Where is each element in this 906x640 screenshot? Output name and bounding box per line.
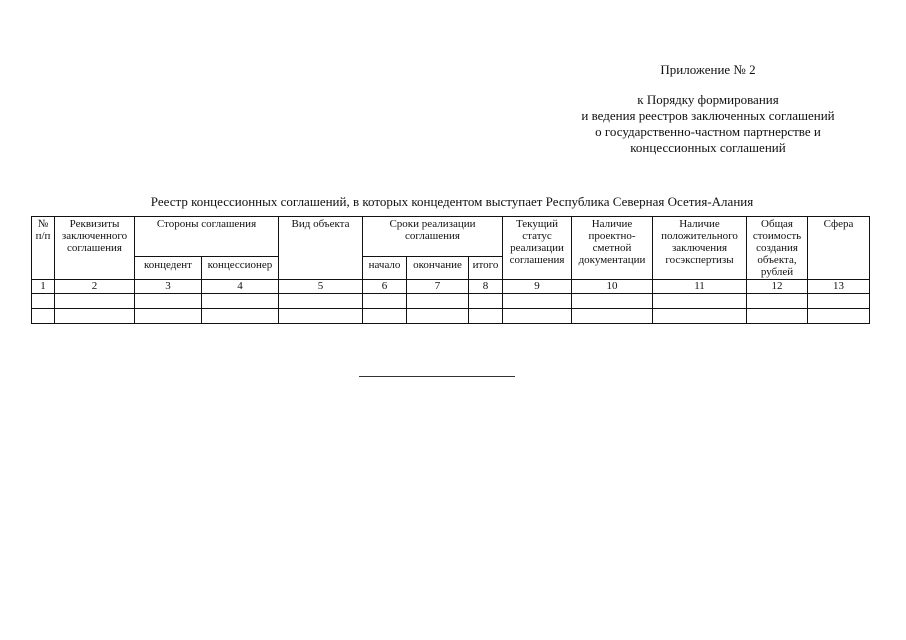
- header-status: Текущий статус реализации соглашения: [503, 217, 572, 280]
- table-cell: [55, 294, 135, 309]
- attachment-number: Приложение № 2: [660, 62, 756, 77]
- column-number: 7: [407, 280, 469, 294]
- header-object-type: Вид объекта: [279, 217, 363, 280]
- table-row: [32, 309, 870, 324]
- table-cell: [32, 309, 55, 324]
- table-row: [32, 294, 870, 309]
- footer-divider: [359, 376, 515, 377]
- header-row: [32, 217, 870, 257]
- header-num: № п/п: [32, 217, 55, 280]
- table-cell: [202, 309, 279, 324]
- table-cell: [653, 309, 747, 324]
- header-start: начало: [363, 256, 407, 279]
- table-cell: [572, 294, 653, 309]
- column-number: 2: [55, 280, 135, 294]
- column-number: 8: [469, 280, 503, 294]
- header-cost: Общая стоимость создания объекта, рублей: [747, 217, 808, 280]
- table-cell: [747, 294, 808, 309]
- header-terms: Сроки реализации соглашения: [363, 217, 503, 257]
- table-cell: [202, 294, 279, 309]
- header-end: окончание: [407, 256, 469, 279]
- column-number: 1: [32, 280, 55, 294]
- table-cell: [32, 294, 55, 309]
- table-cell: [407, 294, 469, 309]
- table-cell: [279, 294, 363, 309]
- table-cell: [503, 309, 572, 324]
- attachment-line: о государственно-частном партнерстве и: [595, 124, 821, 139]
- column-number: 6: [363, 280, 407, 294]
- table-cell: [808, 309, 870, 324]
- attachment-line: и ведения реестров заключенных соглашений: [581, 108, 835, 123]
- column-number: 12: [747, 280, 808, 294]
- attachment-line: концессионных соглашений: [630, 140, 786, 155]
- registry-title: Реестр концессионных соглашений, в которых концедентом выступает Республика Северная Осетия-Алания: [150, 194, 754, 209]
- table-cell: [363, 309, 407, 324]
- table-cell: [747, 309, 808, 324]
- attachment-line: к Порядку формирования: [637, 92, 779, 107]
- column-number: 4: [202, 280, 279, 294]
- table-cell: [135, 309, 202, 324]
- registry-table: [31, 216, 870, 324]
- table-cell: [407, 309, 469, 324]
- header-requisites: Реквизиты заключенного соглашения: [55, 217, 135, 280]
- table-cell: [503, 294, 572, 309]
- column-number: 3: [135, 280, 202, 294]
- header-concedent: концедент: [135, 256, 202, 279]
- table-cell: [363, 294, 407, 309]
- table-cell: [279, 309, 363, 324]
- attachment-block: [540, 62, 876, 156]
- column-number: 5: [279, 280, 363, 294]
- header-concessionaire: концессионер: [202, 256, 279, 279]
- header-parties: Стороны соглашения: [135, 217, 279, 257]
- column-number: 9: [503, 280, 572, 294]
- header-expertise: Наличие положительного заключения госэкспертизы: [653, 217, 747, 280]
- table-cell: [135, 294, 202, 309]
- table-cell: [808, 294, 870, 309]
- header-design-docs: Наличие проектно-сметной документации: [572, 217, 653, 280]
- header-sphere: Сфера: [808, 217, 870, 280]
- column-number: 13: [808, 280, 870, 294]
- header-total: итого: [469, 256, 503, 279]
- table-cell: [469, 294, 503, 309]
- column-number: 10: [572, 280, 653, 294]
- table-cell: [55, 309, 135, 324]
- table-cell: [653, 294, 747, 309]
- table-cell: [572, 309, 653, 324]
- table-cell: [469, 309, 503, 324]
- column-number-row: [32, 280, 870, 294]
- column-number: 11: [653, 280, 747, 294]
